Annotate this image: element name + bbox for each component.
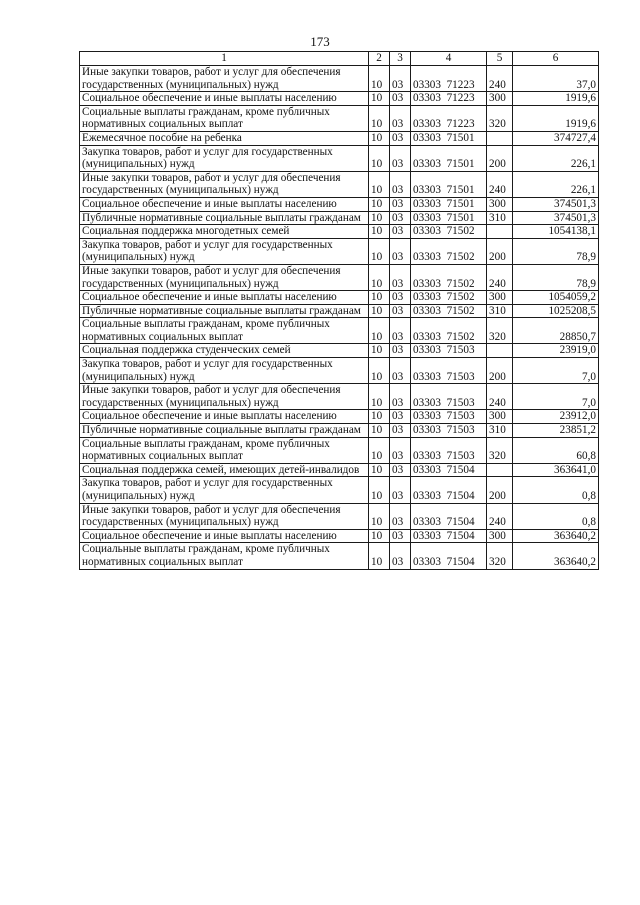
cell-podrazdel: 03 (390, 197, 411, 211)
cell-expense-type: 200 (487, 145, 513, 171)
cell-razdel: 10 (369, 543, 390, 569)
cell-sum: 1919,6 (513, 92, 599, 106)
cell-name: Социальная поддержка многодетных семей (80, 225, 369, 239)
cell-target-article: 03303 71501 (411, 171, 487, 197)
table-row (80, 543, 599, 569)
cell-name: Иные закупки товаров, работ и услуг для обеспечения государственных (муниципальных) нужд (80, 171, 369, 197)
cell-razdel: 10 (369, 264, 390, 290)
cell-podrazdel: 03 (390, 318, 411, 344)
cell-expense-type (487, 131, 513, 145)
cell-target-article: 03303 71503 (411, 424, 487, 438)
cell-name: Иные закупки товаров, работ и услуг для обеспечения государственных (муниципальных) нужд (80, 66, 369, 92)
cell-podrazdel: 03 (390, 304, 411, 318)
cell-sum: 374727,4 (513, 131, 599, 145)
cell-expense-type: 310 (487, 211, 513, 225)
cell-sum: 374501,3 (513, 197, 599, 211)
cell-target-article: 03303 71501 (411, 145, 487, 171)
cell-target-article: 03303 71504 (411, 543, 487, 569)
cell-name: Социальная поддержка семей, имеющих детей-инвалидов (80, 463, 369, 477)
cell-podrazdel: 03 (390, 410, 411, 424)
cell-razdel: 10 (369, 131, 390, 145)
cell-expense-type: 240 (487, 171, 513, 197)
cell-podrazdel: 03 (390, 92, 411, 106)
cell-razdel: 10 (369, 145, 390, 171)
cell-razdel: 10 (369, 477, 390, 503)
cell-name: Иные закупки товаров, работ и услуг для обеспечения государственных (муниципальных) нужд (80, 264, 369, 290)
cell-name: Ежемесячное пособие на ребенка (80, 131, 369, 145)
cell-expense-type: 320 (487, 318, 513, 344)
cell-name: Социальное обеспечение и иные выплаты населению (80, 197, 369, 211)
cell-razdel: 10 (369, 304, 390, 318)
table-body (80, 66, 599, 570)
cell-expense-type: 300 (487, 291, 513, 305)
cell-sum: 28850,7 (513, 318, 599, 344)
cell-razdel: 10 (369, 92, 390, 106)
cell-target-article: 03303 71501 (411, 131, 487, 145)
table-row (80, 171, 599, 197)
cell-podrazdel: 03 (390, 105, 411, 131)
cell-razdel: 10 (369, 291, 390, 305)
cell-podrazdel: 03 (390, 503, 411, 529)
cell-expense-type (487, 225, 513, 239)
cell-target-article: 03303 71223 (411, 92, 487, 106)
cell-sum: 78,9 (513, 264, 599, 290)
cell-expense-type: 320 (487, 543, 513, 569)
cell-sum: 23851,2 (513, 424, 599, 438)
cell-expense-type: 240 (487, 264, 513, 290)
table-row (80, 145, 599, 171)
table-row (80, 211, 599, 225)
table-row (80, 304, 599, 318)
cell-sum: 0,8 (513, 503, 599, 529)
cell-expense-type: 310 (487, 304, 513, 318)
budget-table (79, 51, 599, 570)
cell-target-article: 03303 71223 (411, 66, 487, 92)
table-row (80, 410, 599, 424)
cell-expense-type: 200 (487, 238, 513, 264)
cell-target-article: 03303 71504 (411, 477, 487, 503)
cell-podrazdel: 03 (390, 344, 411, 358)
cell-razdel: 10 (369, 225, 390, 239)
cell-expense-type: 300 (487, 410, 513, 424)
cell-expense-type: 300 (487, 92, 513, 106)
header-col-6: 6 (513, 52, 599, 66)
cell-razdel: 10 (369, 410, 390, 424)
cell-sum: 1919,6 (513, 105, 599, 131)
header-col-5: 5 (487, 52, 513, 66)
cell-razdel: 10 (369, 197, 390, 211)
table-row (80, 197, 599, 211)
table-row (80, 238, 599, 264)
cell-target-article: 03303 71503 (411, 437, 487, 463)
cell-name: Социальные выплаты гражданам, кроме публичных нормативных социальных выплат (80, 437, 369, 463)
table-row (80, 477, 599, 503)
cell-razdel: 10 (369, 171, 390, 197)
cell-podrazdel: 03 (390, 145, 411, 171)
cell-sum: 363640,2 (513, 543, 599, 569)
cell-podrazdel: 03 (390, 171, 411, 197)
cell-name: Закупка товаров, работ и услуг для государственных (муниципальных) нужд (80, 358, 369, 384)
header-col-2: 2 (369, 52, 390, 66)
cell-razdel: 10 (369, 211, 390, 225)
cell-name: Публичные нормативные социальные выплаты гражданам (80, 211, 369, 225)
cell-target-article: 03303 71223 (411, 105, 487, 131)
cell-name: Иные закупки товаров, работ и услуг для обеспечения государственных (муниципальных) нужд (80, 384, 369, 410)
cell-name: Публичные нормативные социальные выплаты гражданам (80, 304, 369, 318)
cell-sum: 60,8 (513, 437, 599, 463)
header-row (80, 52, 599, 66)
table-row (80, 105, 599, 131)
table-header (80, 52, 599, 66)
cell-podrazdel: 03 (390, 66, 411, 92)
cell-target-article: 03303 71504 (411, 503, 487, 529)
cell-target-article: 03303 71501 (411, 211, 487, 225)
cell-razdel: 10 (369, 318, 390, 344)
cell-podrazdel: 03 (390, 131, 411, 145)
cell-podrazdel: 03 (390, 358, 411, 384)
cell-podrazdel: 03 (390, 437, 411, 463)
cell-name: Социальное обеспечение и иные выплаты населению (80, 291, 369, 305)
cell-razdel: 10 (369, 503, 390, 529)
cell-name: Закупка товаров, работ и услуг для государственных (муниципальных) нужд (80, 238, 369, 264)
cell-expense-type: 240 (487, 384, 513, 410)
table-row (80, 66, 599, 92)
cell-expense-type: 300 (487, 197, 513, 211)
cell-razdel: 10 (369, 384, 390, 410)
cell-target-article: 03303 71504 (411, 463, 487, 477)
cell-sum: 226,1 (513, 145, 599, 171)
table-row (80, 529, 599, 543)
cell-expense-type: 320 (487, 437, 513, 463)
cell-expense-type: 240 (487, 66, 513, 92)
cell-expense-type: 310 (487, 424, 513, 438)
cell-razdel: 10 (369, 358, 390, 384)
cell-razdel: 10 (369, 529, 390, 543)
cell-name: Социальные выплаты гражданам, кроме публичных нормативных социальных выплат (80, 105, 369, 131)
cell-podrazdel: 03 (390, 211, 411, 225)
cell-target-article: 03303 71502 (411, 304, 487, 318)
cell-name: Социальное обеспечение и иные выплаты населению (80, 529, 369, 543)
cell-expense-type: 320 (487, 105, 513, 131)
cell-podrazdel: 03 (390, 463, 411, 477)
cell-podrazdel: 03 (390, 477, 411, 503)
table-row (80, 463, 599, 477)
cell-sum: 226,1 (513, 171, 599, 197)
cell-razdel: 10 (369, 437, 390, 463)
cell-razdel: 10 (369, 66, 390, 92)
cell-name: Закупка товаров, работ и услуг для государственных (муниципальных) нужд (80, 477, 369, 503)
cell-target-article: 03303 71502 (411, 238, 487, 264)
cell-expense-type (487, 463, 513, 477)
table-row (80, 358, 599, 384)
table-row (80, 424, 599, 438)
cell-podrazdel: 03 (390, 291, 411, 305)
cell-podrazdel: 03 (390, 238, 411, 264)
cell-razdel: 10 (369, 105, 390, 131)
cell-name: Социальные выплаты гражданам, кроме публичных нормативных социальных выплат (80, 543, 369, 569)
table-row (80, 384, 599, 410)
cell-sum: 78,9 (513, 238, 599, 264)
cell-razdel: 10 (369, 344, 390, 358)
cell-sum: 23912,0 (513, 410, 599, 424)
cell-target-article: 03303 71504 (411, 529, 487, 543)
cell-name: Социальное обеспечение и иные выплаты населению (80, 92, 369, 106)
table-row (80, 318, 599, 344)
header-col-4: 4 (411, 52, 487, 66)
cell-expense-type: 300 (487, 529, 513, 543)
cell-podrazdel: 03 (390, 529, 411, 543)
cell-sum: 1025208,5 (513, 304, 599, 318)
cell-razdel: 10 (369, 238, 390, 264)
cell-target-article: 03303 71502 (411, 291, 487, 305)
cell-sum: 1054138,1 (513, 225, 599, 239)
cell-sum: 0,8 (513, 477, 599, 503)
cell-name: Социальное обеспечение и иные выплаты населению (80, 410, 369, 424)
cell-sum: 37,0 (513, 66, 599, 92)
cell-podrazdel: 03 (390, 543, 411, 569)
cell-podrazdel: 03 (390, 264, 411, 290)
cell-sum: 374501,3 (513, 211, 599, 225)
cell-expense-type: 200 (487, 477, 513, 503)
table-row (80, 291, 599, 305)
cell-sum: 363640,2 (513, 529, 599, 543)
cell-name: Иные закупки товаров, работ и услуг для обеспечения государственных (муниципальных) нужд (80, 503, 369, 529)
cell-sum: 363641,0 (513, 463, 599, 477)
cell-sum: 23919,0 (513, 344, 599, 358)
table-row (80, 225, 599, 239)
cell-target-article: 03303 71501 (411, 197, 487, 211)
cell-expense-type: 200 (487, 358, 513, 384)
table-row (80, 92, 599, 106)
cell-expense-type (487, 344, 513, 358)
cell-target-article: 03303 71503 (411, 358, 487, 384)
cell-target-article: 03303 71502 (411, 264, 487, 290)
header-col-3: 3 (390, 52, 411, 66)
cell-name: Социальная поддержка студенческих семей (80, 344, 369, 358)
cell-name: Социальные выплаты гражданам, кроме публичных нормативных социальных выплат (80, 318, 369, 344)
cell-target-article: 03303 71502 (411, 318, 487, 344)
table-row (80, 264, 599, 290)
cell-podrazdel: 03 (390, 225, 411, 239)
cell-expense-type: 240 (487, 503, 513, 529)
cell-sum: 7,0 (513, 384, 599, 410)
table-row (80, 503, 599, 529)
cell-sum: 7,0 (513, 358, 599, 384)
cell-target-article: 03303 71502 (411, 225, 487, 239)
cell-name: Закупка товаров, работ и услуг для государственных (муниципальных) нужд (80, 145, 369, 171)
cell-sum: 1054059,2 (513, 291, 599, 305)
cell-target-article: 03303 71503 (411, 410, 487, 424)
page-number: 173 (310, 34, 330, 49)
cell-razdel: 10 (369, 424, 390, 438)
cell-razdel: 10 (369, 463, 390, 477)
cell-target-article: 03303 71503 (411, 384, 487, 410)
cell-podrazdel: 03 (390, 384, 411, 410)
cell-target-article: 03303 71503 (411, 344, 487, 358)
table-row (80, 344, 599, 358)
table-row (80, 131, 599, 145)
cell-name: Публичные нормативные социальные выплаты гражданам (80, 424, 369, 438)
cell-podrazdel: 03 (390, 424, 411, 438)
table-row (80, 437, 599, 463)
header-col-1: 1 (80, 52, 369, 66)
